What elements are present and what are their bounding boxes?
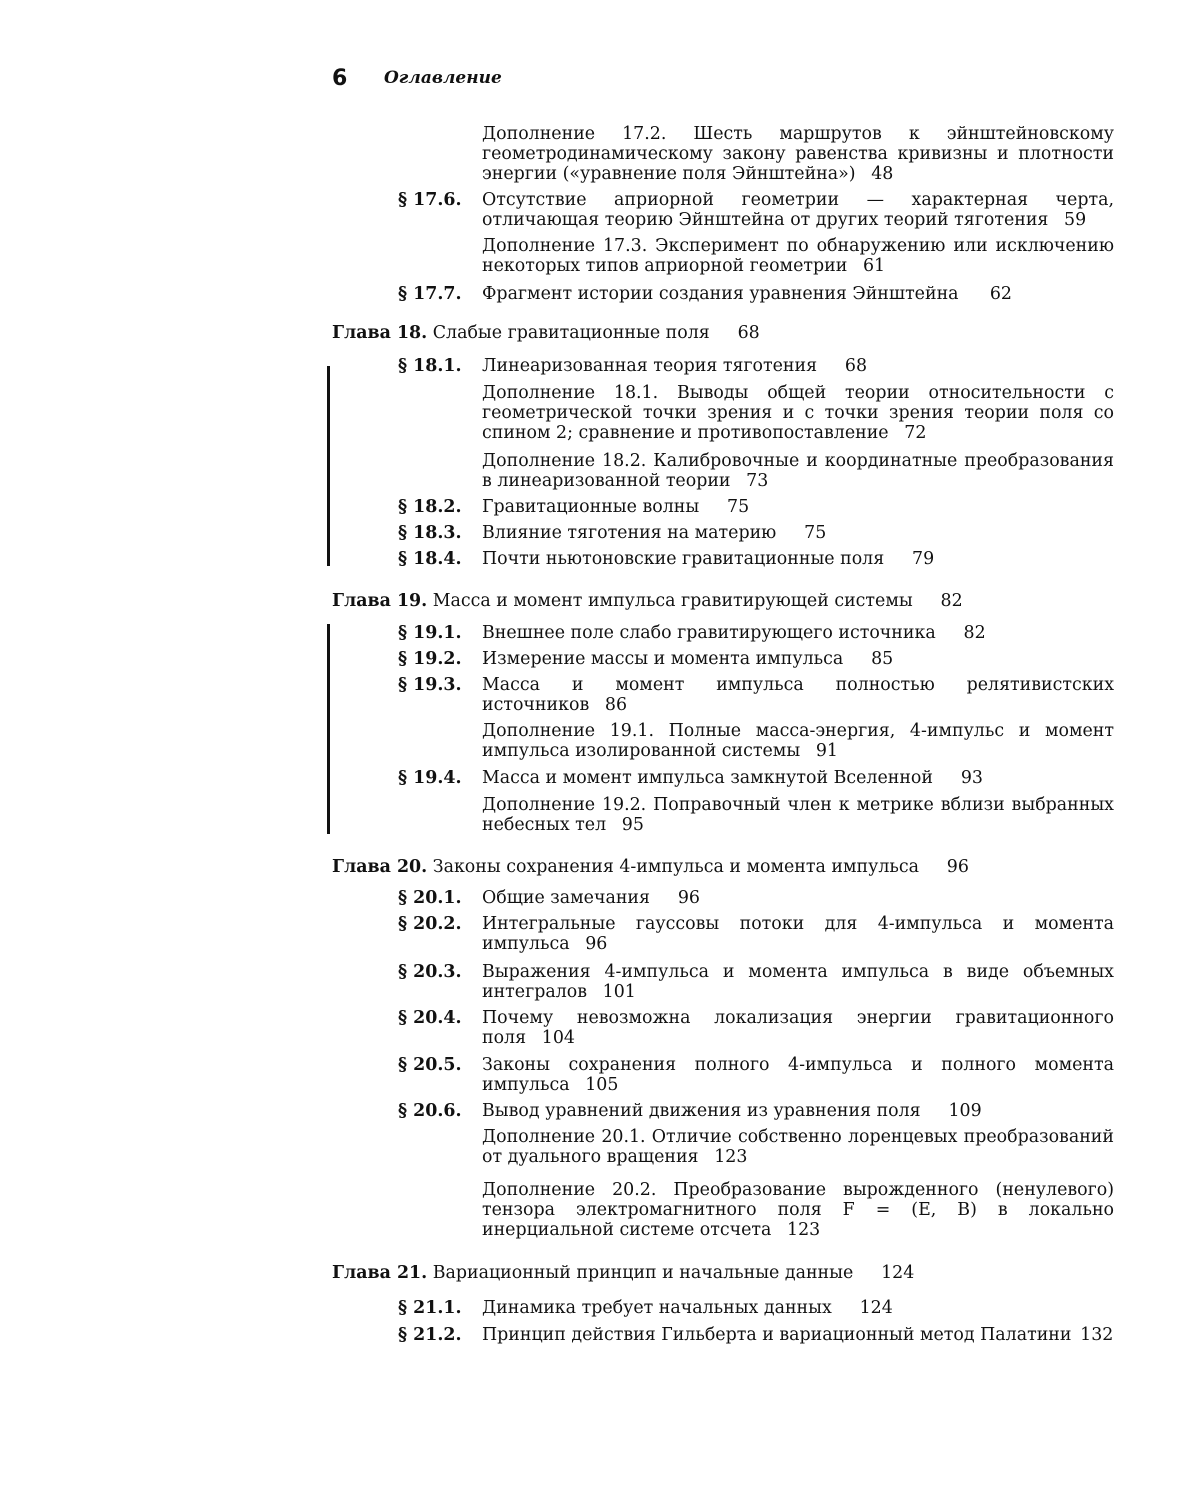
toc-entry-page: 79	[912, 549, 935, 569]
toc-section-18-4	[398, 549, 1114, 569]
toc-section-20-2	[398, 914, 1114, 954]
chapter-page: 124	[881, 1263, 915, 1283]
toc-entry-page: 48	[871, 164, 894, 184]
toc-entry-title: Выражения 4-импульса и момента импульса в виде объемных интегралов	[482, 962, 1114, 1002]
toc-entry-title: Дополнение 18.1. Выводы общей теории относительности с геометрической точки зрения и с точки зрения теории поля со спином 2; сравнение и противопоставление	[482, 383, 1114, 443]
running-title: Оглавление	[384, 68, 502, 88]
toc-entry-title: Фрагмент истории создания уравнения Эйнштейна	[482, 284, 959, 304]
toc-entry-page: 82	[963, 623, 986, 643]
toc-entry-page: 123	[714, 1147, 748, 1167]
toc-entry-title: Внешнее поле слабо гравитирующего источника	[482, 623, 936, 643]
toc-section-number: § 19.1.	[398, 623, 462, 643]
toc-addendum-18-1	[482, 383, 1114, 443]
toc-chapter-20	[332, 857, 969, 877]
chapter-title: Вариационный принцип и начальные данные	[432, 1263, 854, 1283]
toc-section-17-6	[398, 190, 1114, 230]
toc-section-number: § 21.2.	[398, 1325, 462, 1345]
toc-section-number: § 21.1.	[398, 1298, 462, 1318]
toc-section-number: § 18.3.	[398, 523, 462, 543]
chapter-title: Законы сохранения 4-импульса и момента импульса	[432, 857, 919, 877]
toc-section-21-1	[398, 1298, 1114, 1318]
toc-entry-title: Вывод уравнений движения из уравнения поля	[482, 1101, 921, 1121]
toc-entry-page: 96	[585, 934, 608, 954]
toc-entry-title: Дополнение 17.2. Шесть маршрутов к эйнштейновскому геометродинамическому закону равенства кривизны и плотности энергии («уравнение поля Эйнштейна»)	[482, 124, 1114, 184]
toc-entry-page: 75	[804, 523, 827, 543]
toc-addendum-17-3	[482, 236, 1114, 276]
toc-entry-title: Дополнение 18.2. Калибровочные и координатные преобразования в линеаризованной теории	[482, 451, 1114, 491]
toc-section-number: § 18.1.	[398, 356, 462, 376]
toc-section-number: § 20.6.	[398, 1101, 462, 1121]
toc-addendum-18-2	[482, 451, 1114, 491]
chapter-page: 68	[737, 323, 760, 343]
toc-entry-page: 59	[1064, 210, 1087, 230]
toc-section-20-5	[398, 1055, 1114, 1095]
toc-section-21-2	[398, 1325, 1114, 1345]
margin-bar	[327, 366, 330, 566]
toc-section-number: § 19.2.	[398, 649, 462, 669]
toc-section-number: § 20.2.	[398, 914, 462, 934]
toc-entry-page: 85	[871, 649, 894, 669]
toc-entry-title: Общие замечания	[482, 888, 650, 908]
toc-entry-page: 86	[604, 695, 628, 715]
chapter-label: Глава 20.	[332, 857, 428, 877]
toc-section-number: § 20.4.	[398, 1008, 462, 1028]
toc-entry-title: Влияние тяготения на материю	[482, 523, 777, 543]
toc-entry-title: Принцип действия Гильберта и вариационный метод Палатини	[482, 1325, 1072, 1345]
toc-section-number: § 19.3.	[398, 675, 462, 695]
toc-section-20-1	[398, 888, 1114, 908]
toc-section-19-3	[398, 675, 1114, 715]
toc-section-19-2	[398, 649, 1114, 669]
toc-section-19-4	[398, 768, 1114, 788]
chapter-label: Глава 21.	[332, 1263, 428, 1283]
toc-section-18-1	[398, 356, 1114, 376]
toc-addendum-19-1	[482, 721, 1114, 761]
toc-entry-title: Почему невозможна локализация энергии гравитационного поля	[482, 1008, 1114, 1048]
toc-entry-page: 124	[859, 1298, 893, 1318]
toc-entry-page: 91	[815, 741, 838, 761]
toc-entry-page: 101	[602, 982, 636, 1002]
toc-section-19-1	[398, 623, 1114, 643]
toc-entry-title: Законы сохранения полного 4-импульса и полного момента импульса	[482, 1055, 1114, 1095]
toc-entry-page: 109	[948, 1101, 982, 1121]
chapter-page: 96	[946, 857, 969, 877]
toc-addendum-20-1	[482, 1127, 1114, 1167]
margin-bar	[327, 624, 330, 834]
toc-section-20-4	[398, 1008, 1114, 1048]
toc-entry-title: Интегральные гауссовы потоки для 4-импульса и момента импульса	[482, 914, 1114, 954]
toc-entry-title: Линеаризованная теория тяготения	[482, 356, 818, 376]
toc-chapter-21	[332, 1263, 914, 1283]
chapter-title: Слабые гравитационные поля	[432, 323, 710, 343]
toc-entry-page: 68	[844, 356, 868, 376]
toc-section-number: § 17.6.	[398, 190, 462, 210]
toc-section-number: § 18.2.	[398, 497, 462, 517]
page-number: 6	[332, 66, 348, 91]
chapter-page: 82	[940, 591, 963, 611]
toc-section-18-3	[398, 523, 1114, 543]
toc-entry-page: 123	[787, 1220, 821, 1240]
toc-entry-page: 62	[989, 284, 1012, 304]
toc-entry-title: Почти ньютоновские гравитационные поля	[482, 549, 885, 569]
toc-entry-page: 95	[621, 815, 644, 835]
toc-addendum-17-2	[482, 124, 1114, 184]
toc-addendum-19-2	[482, 795, 1114, 835]
toc-chapter-19	[332, 591, 963, 611]
toc-entry-title: Масса и момент импульса замкнутой Вселенной	[482, 768, 933, 788]
toc-entry-title: Масса и момент импульса полностью релятивистских источников	[482, 675, 1114, 715]
chapter-title: Масса и момент импульса гравитирующей системы	[432, 591, 913, 611]
toc-section-number: § 20.5.	[398, 1055, 462, 1075]
toc-entry-page: 104	[541, 1028, 575, 1048]
toc-entry-page: 61	[862, 256, 886, 276]
toc-entry-page: 93	[960, 768, 983, 788]
toc-section-number: § 17.7.	[398, 284, 462, 304]
toc-section-number: § 18.4.	[398, 549, 462, 569]
toc-entry-title: Измерение массы и момента импульса	[482, 649, 844, 669]
toc-section-number: § 20.3.	[398, 962, 462, 982]
toc-entry-title: Дополнение 19.1. Полные масса-энергия, 4-импульс и момент импульса изолированной системы	[482, 721, 1114, 761]
toc-entry-page: 73	[746, 471, 769, 491]
toc-entry-title: Дополнение 20.1. Отличие собственно лоренцевых преобразований от дуального вращения	[482, 1127, 1114, 1167]
toc-addendum-20-2	[482, 1180, 1114, 1240]
toc-entry-page: 75	[727, 497, 750, 517]
toc-entry-title: Гравитационные волны	[482, 497, 700, 517]
toc-section-number: § 20.1.	[398, 888, 462, 908]
toc-entry-title: Дополнение 17.3. Эксперимент по обнаружению или исключению некоторых типов априорной геометрии	[482, 236, 1114, 276]
toc-entry-title: Отсутствие априорной геометрии — характерная черта, отличающая теорию Эйнштейна от других теорий тяготения	[482, 190, 1114, 230]
toc-entry-title: Дополнение 19.2. Поправочный член к метрике вблизи выбранных небесных тел	[482, 795, 1114, 835]
toc-section-20-6	[398, 1101, 1114, 1121]
chapter-label: Глава 18.	[332, 323, 428, 343]
toc-entry-title: Динамика требует начальных данных	[482, 1298, 832, 1318]
toc-entry-page: 132	[1080, 1325, 1114, 1345]
toc-section-number: § 19.4.	[398, 768, 462, 788]
toc-entry-page: 72	[904, 423, 927, 443]
toc-entry-title: Дополнение 20.2. Преобразование вырожденного (ненулевого) тензора электромагнитного поля F = (E, B) в локально инерциальной системе отсчета	[482, 1180, 1114, 1240]
toc-entry-page: 96	[677, 888, 700, 908]
toc-entry-page: 105	[585, 1075, 619, 1095]
chapter-label: Глава 19.	[332, 591, 428, 611]
toc-chapter-18	[332, 323, 760, 343]
toc-section-20-3	[398, 962, 1114, 1002]
toc-section-17-7	[398, 284, 1114, 304]
toc-section-18-2	[398, 497, 1114, 517]
